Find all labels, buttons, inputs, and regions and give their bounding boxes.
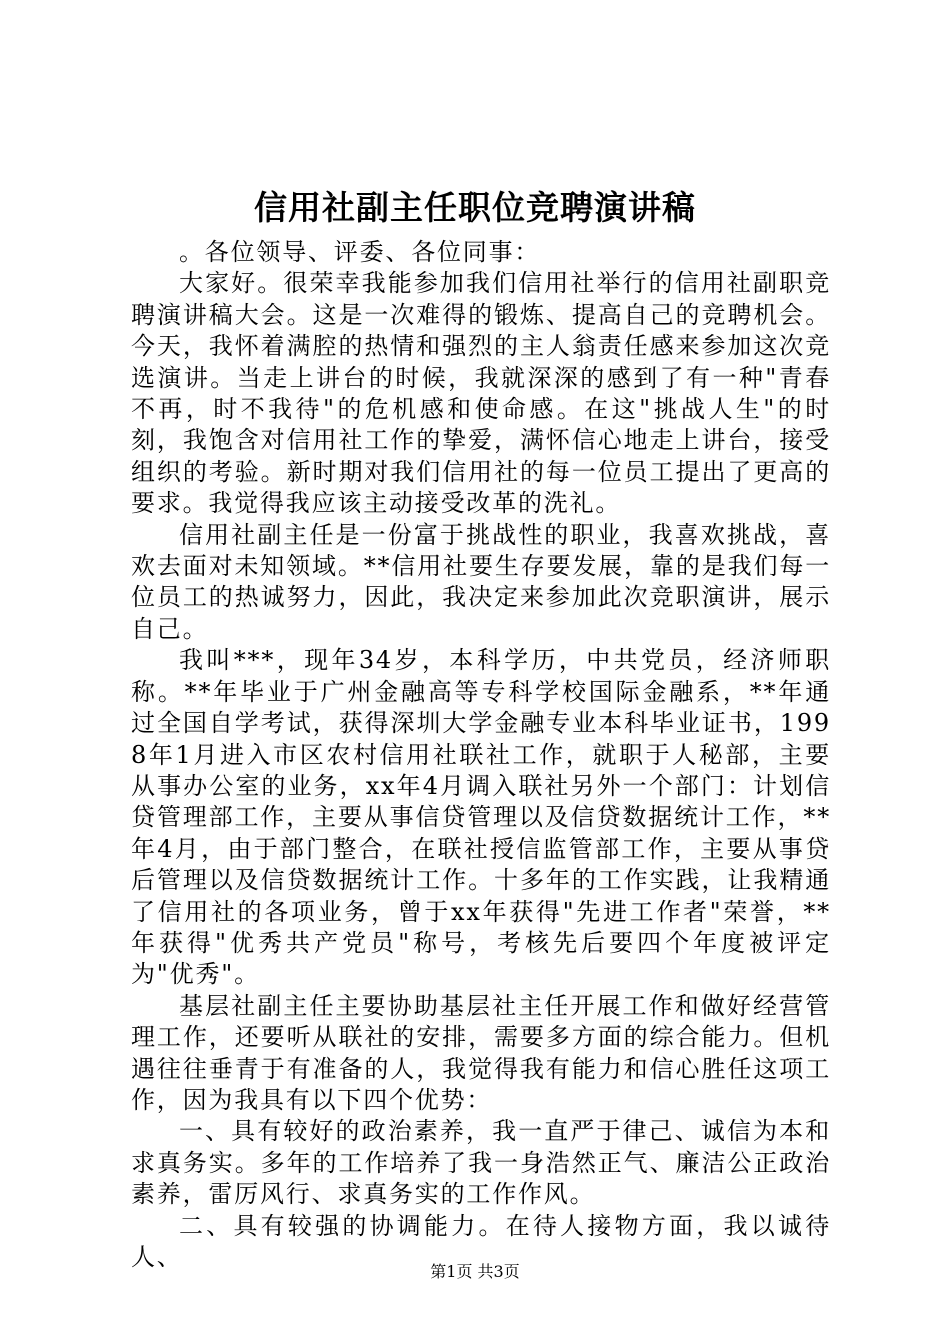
- body-paragraph: 一、具有较好的政治素养，我一直严于律己、诚信为本和求真务实。多年的工作培养了我一身浩然正气、廉洁公正政治素养，雷厉风行、求真务实的工作作风。: [131, 1117, 831, 1209]
- document-title: 信用社副主任职位竞聘演讲稿: [254, 188, 696, 227]
- body-paragraph: 大家好。很荣幸我能参加我们信用社举行的信用社副职竞聘演讲稿大会。这是一次难得的锻炼、提高自己的竞聘机会。今天，我怀着满腔的热情和强烈的主人翁责任感来参加这次竞选演讲。当走上讲台的时候，我就深深的感到了有一种"青春不再，时不我待"的危机感和使命感。在这"挑战人生"的时刻，我饱含对信用社工作的挚爱，满怀信心地走上讲台，接受组织的考验。新时期对我们信用社的每一位员工提出了更高的要求。我觉得我应该主动接受改革的洗礼。: [131, 269, 831, 518]
- document-body: [131, 237, 831, 1273]
- body-paragraph: 二、具有较强的协调能力。在待人接物方面，我以诚待人、: [131, 1211, 831, 1271]
- body-paragraph: 基层社副主任主要协助基层社主任开展工作和做好经营管理工作，还要听从联社的安排，需要多方面的综合能力。但机遇往往垂青于有准备的人，我觉得我有能力和信心胜任这项工作，因为我具有以下四个优势：: [131, 991, 831, 1114]
- body-paragraph: 我叫***，现年34岁，本科学历，中共党员，经济师职称。**年毕业于广州金融高等专科学校国际金融系，**年通过全国自学考试，获得深圳大学金融专业本科毕业证书，1998年1月进入市区农村信用社联社工作，就职于人秘部，主要从事办公室的业务，xx年4月调入联社另外一个部门：计划信贷管理部工作，主要从事信贷管理以及信贷数据统计工作，**年4月，由于部门整合，在联社授信监管部工作，主要从事贷后管理以及信贷数据统计工作。十多年的工作实践，让我精通了信用社的各项业务，曾于xx年获得"先进工作者"荣誉，**年获得"优秀共产党员"称号，考核先后要四个年度被评定为"优秀"。: [131, 646, 831, 989]
- salutation-paragraph: 。各位领导、评委、各位同事：: [179, 238, 541, 266]
- page-number-footer: 第1页 共3页: [430, 1262, 520, 1281]
- body-paragraph: 信用社副主任是一份富于挑战性的职业，我喜欢挑战，喜欢去面对未知领域。**信用社要生存要发展，靠的是我们每一位员工的热诚努力，因此，我决定来参加此次竞职演讲，展示自己。: [131, 520, 831, 643]
